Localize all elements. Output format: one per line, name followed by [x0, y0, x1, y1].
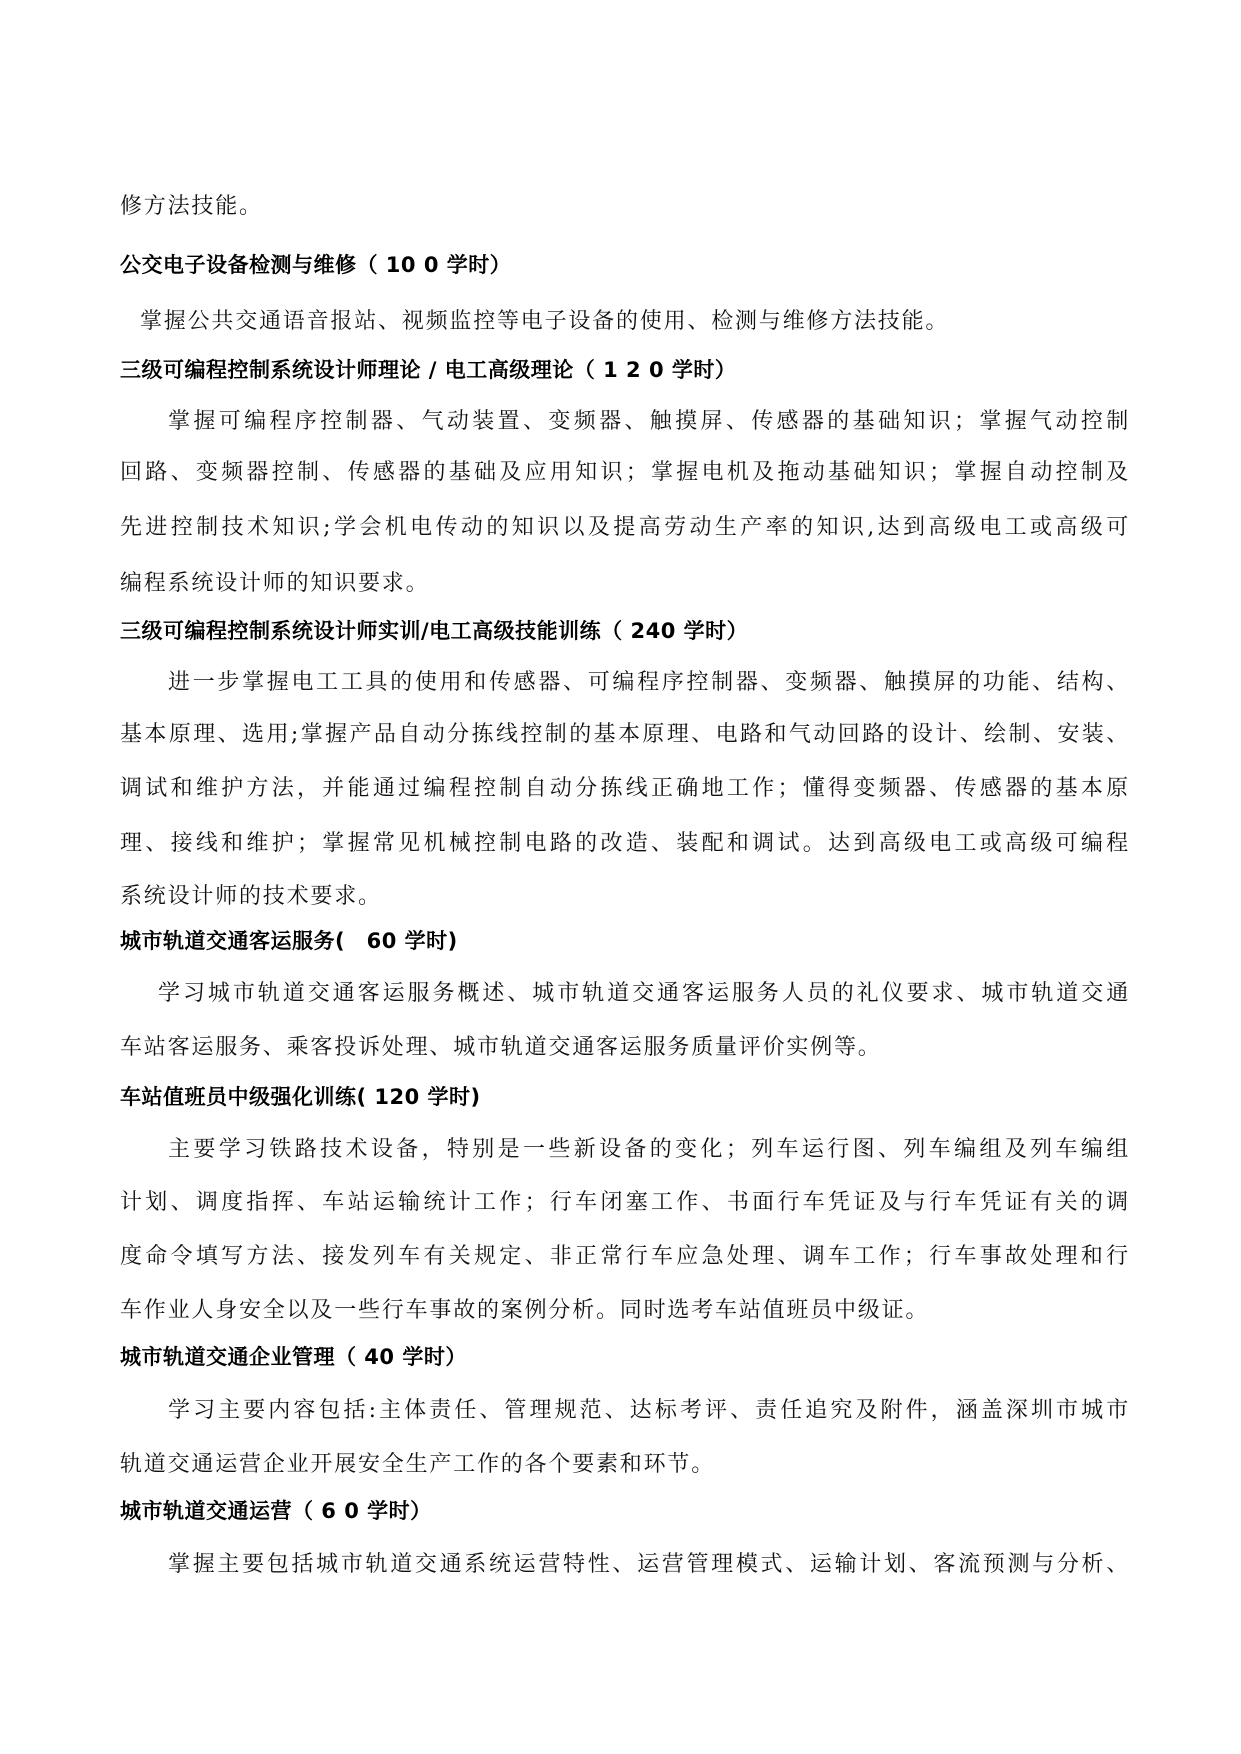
section-heading-station-duty: 车站值班员中级强化训练( 120 学时) [120, 1085, 481, 1109]
section-heading-operations: 城市轨道交通运营（ 6 0 学时） [120, 1499, 432, 1523]
body-text-line: 系统设计师的技术要求。 [120, 884, 382, 909]
body-text-line: 轨道交通运营企业开展安全生产工作的各个要素和环节。 [120, 1452, 716, 1477]
body-text-line: 修方法技能。 [120, 194, 263, 219]
body-text-line: 进一步掌握电工工具的使用和传感器、可编程序控制器、变频器、触摸屏的功能、结构、 [168, 670, 1130, 695]
body-text-line: 先进控制技术知识;学会机电传动的知识以及提高劳动生产率的知识,达到高级电工或高级可 [120, 515, 1130, 540]
body-text-line: 掌握公共交通语音报站、视频监控等电子设备的使用、检测与维修方法技能。 [140, 309, 950, 334]
section-heading-plc-training: 三级可编程控制系统设计师实训/电工高级技能训练（ 240 学时） [120, 619, 749, 643]
body-text-line: 车站客运服务、乘客投诉处理、城市轨道交通客运服务质量评价实例等。 [120, 1035, 882, 1060]
body-text-line: 学习城市轨道交通客运服务概述、城市轨道交通客运服务人员的礼仪要求、城市轨道交通 [158, 981, 1130, 1006]
body-text-line: 基本原理、选用;掌握产品自动分拣线控制的基本原理、电路和气动回路的设计、绘制、安装、 [120, 722, 1130, 747]
body-text-line: 度命令填写方法、接发列车有关规定、非正常行车应急处理、调车工作；行车事故处理和行 [120, 1244, 1130, 1269]
body-text-line: 掌握可编程序控制器、气动装置、变频器、触摸屏、传感器的基础知识；掌握气动控制 [168, 409, 1130, 434]
section-heading-plc-theory: 三级可编程控制系统设计师理论 / 电工高级理论（ 1 2 0 学时） [120, 358, 737, 382]
section-heading-bus-electronics: 公交电子设备检测与维修（ 10 0 学时） [120, 253, 512, 277]
body-text-line: 调试和维护方法，并能通过编程控制自动分拣线正确地工作；懂得变频器、传感器的基本原 [120, 776, 1130, 801]
body-text-line: 计划、调度指挥、车站运输统计工作；行车闭塞工作、书面行车凭证及与行车凭证有关的调 [120, 1190, 1130, 1215]
body-text-line: 掌握主要包括城市轨道交通系统运营特性、运营管理模式、运输计划、客流预测与分析、 [168, 1552, 1130, 1577]
body-text-line: 编程系统设计师的知识要求。 [120, 571, 430, 596]
body-text-line: 理、接线和维护；掌握常见机械控制电路的改造、装配和调试。达到高级电工或高级可编程 [120, 831, 1130, 856]
body-text-line: 车作业人身安全以及一些行车事故的案例分析。同时选考车站值班员中级证。 [120, 1298, 930, 1323]
body-text-line: 学习主要内容包括:主体责任、管理规范、达标考评、责任追究及附件，涵盖深圳市城市 [168, 1398, 1130, 1423]
section-heading-enterprise-management: 城市轨道交通企业管理（ 40 学时） [120, 1345, 467, 1369]
section-heading-passenger-service: 城市轨道交通客运服务( 60 学时) [120, 929, 458, 953]
body-text-line: 主要学习铁路技术设备，特别是一些新设备的变化；列车运行图、列车编组及列车编组 [168, 1137, 1130, 1162]
body-text-line: 回路、变频器控制、传感器的基础及应用知识；掌握电机及拖动基础知识；掌握自动控制及 [120, 460, 1130, 485]
